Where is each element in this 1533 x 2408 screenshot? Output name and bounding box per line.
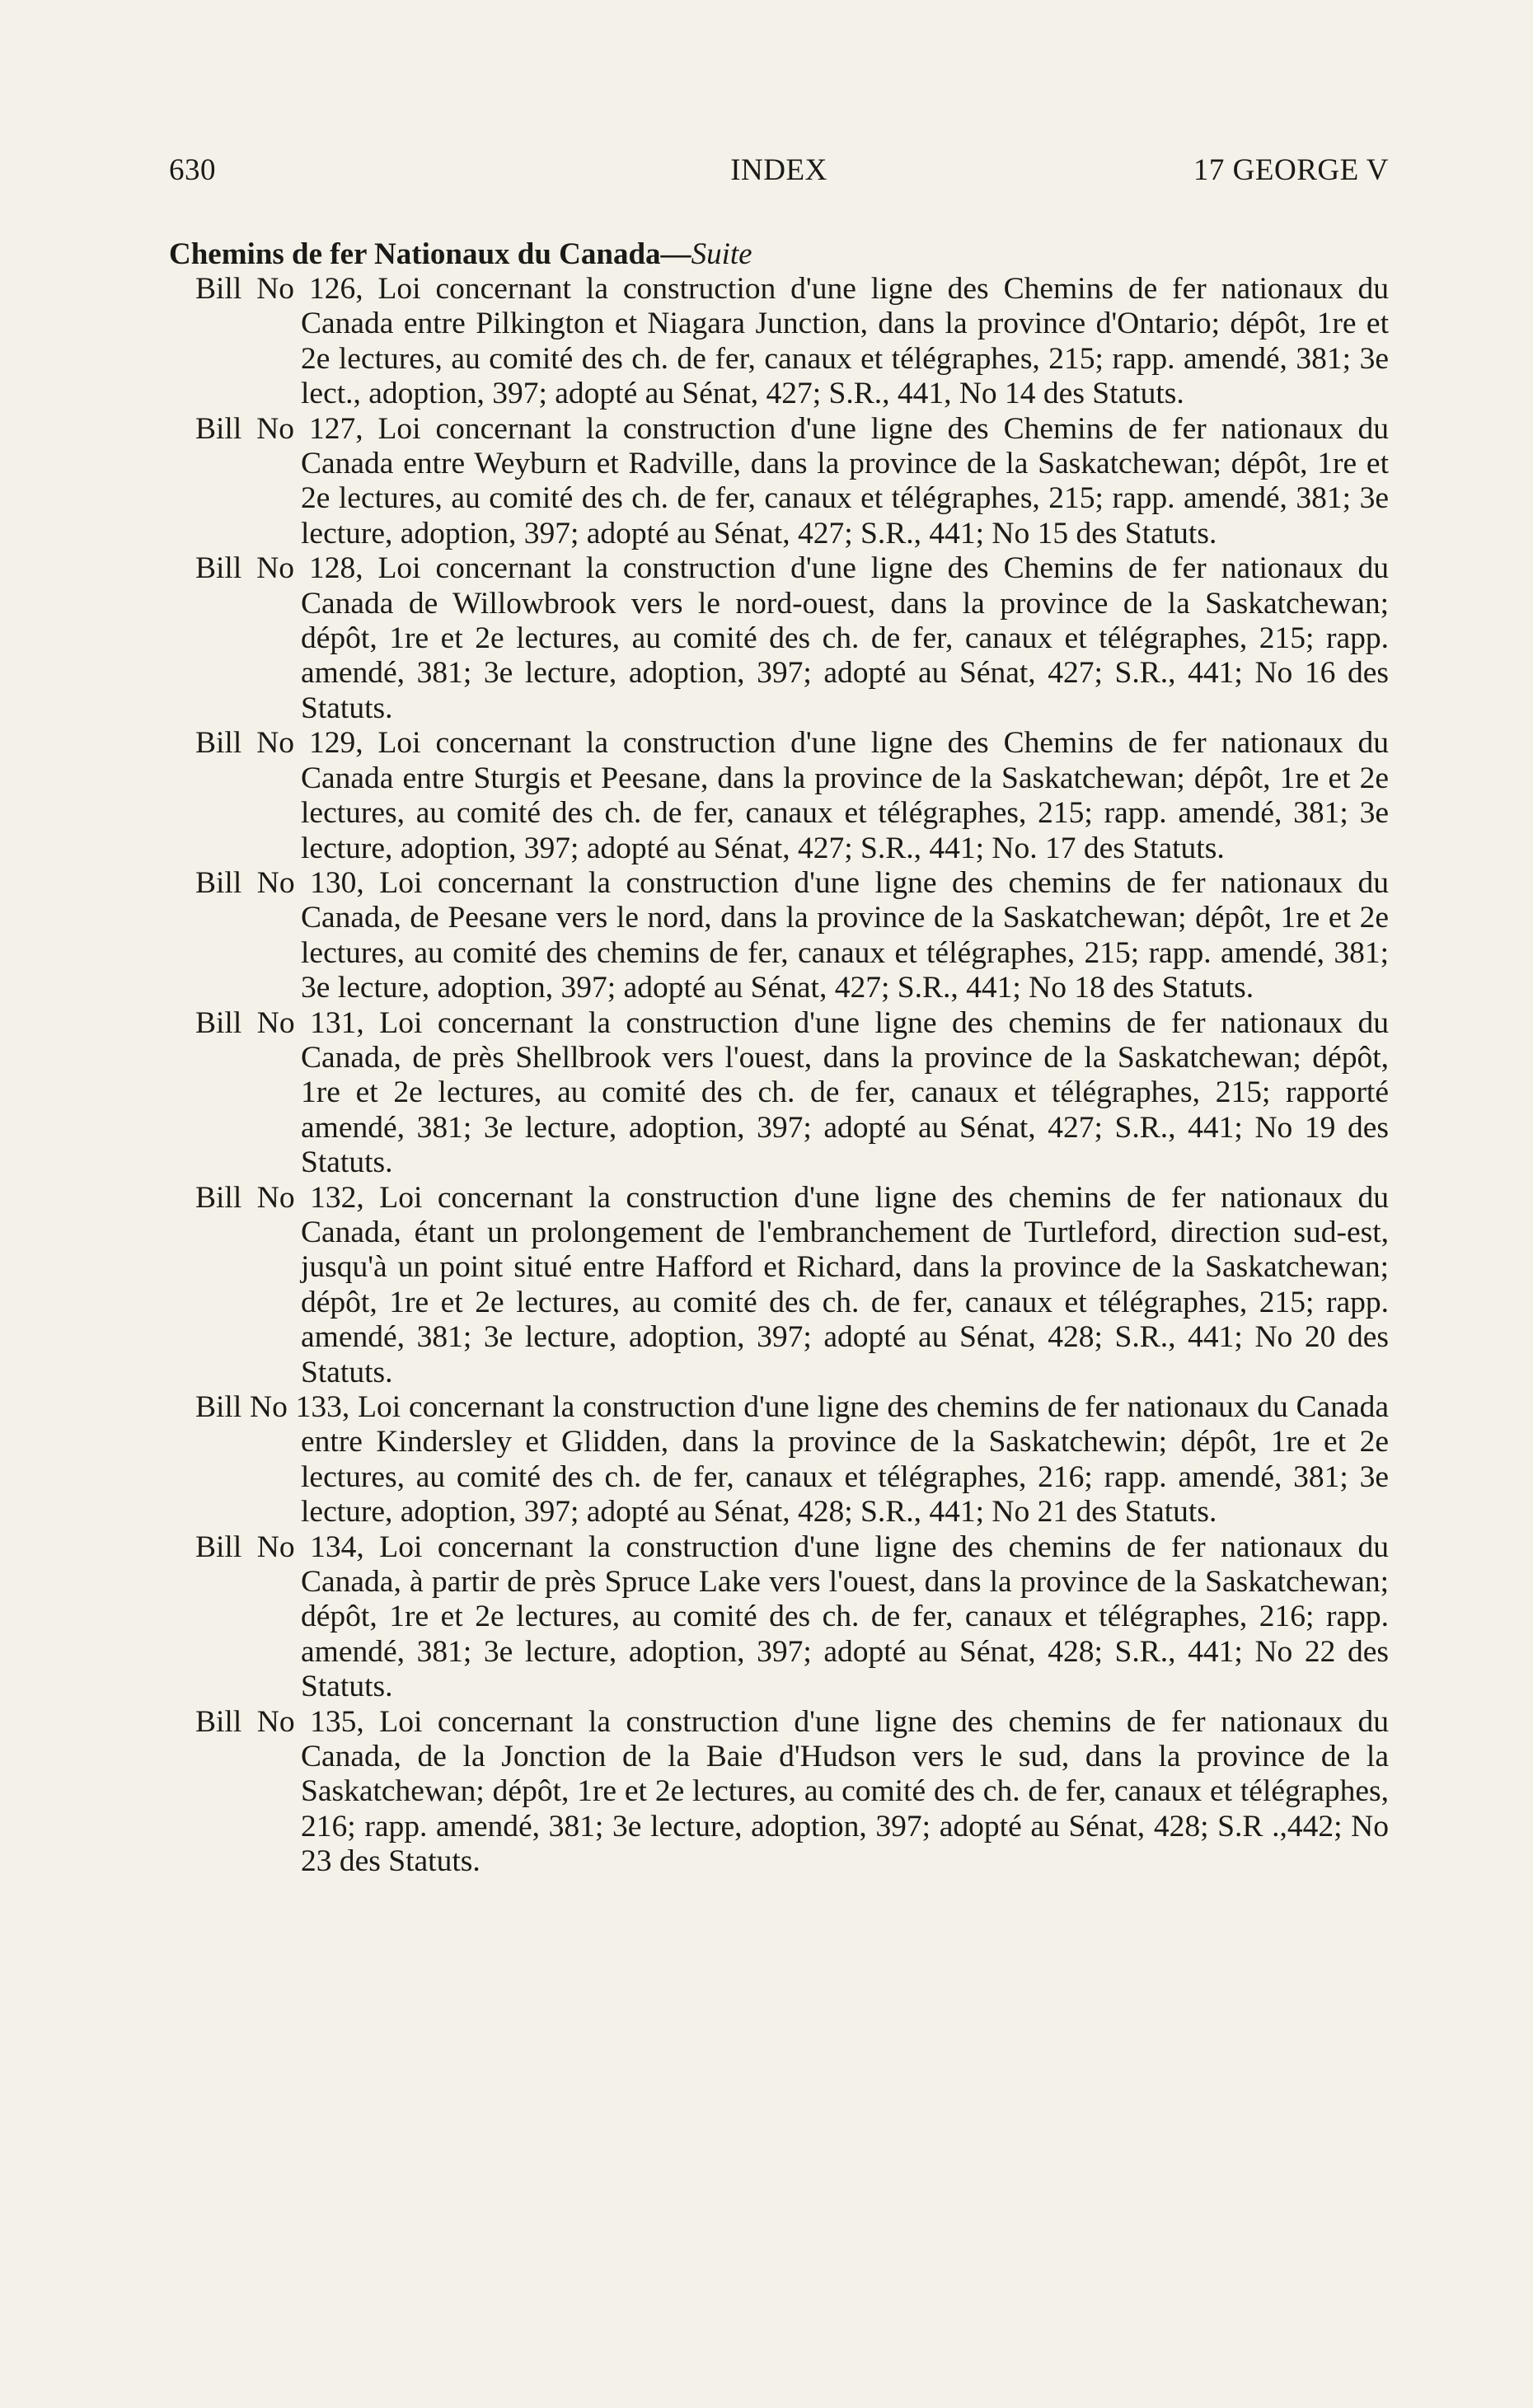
index-entries (169, 272, 1389, 1880)
index-entry: Bill No 133, Loi concernant la construction d'une ligne des chemins de fer nationaux du Canada entre Kindersley et Glidden, dans la province de la Saskatchewin; dépôt, 1re et 2e lectures, au comité des ch. de fer, canaux et télégraphes, 216; rapp. amendé, 381; 3e lecture, adoption, 397; adopté au Sénat, 428; S.R., 441; No 21 des Statuts. (195, 1390, 1389, 1530)
index-entry: Bill No 130, Loi concernant la construction d'une ligne des chemins de fer nationaux du Canada, de Peesane vers le nord, dans la province de la Saskatchewan; dépôt, 1re et 2e lectures, au comité des chemins de fer, canaux et télégraphes, 215; rapp. amendé, 381; 3e lecture, adoption, 397; adopté au Sénat, 427; S.R., 441; No 18 des Statuts. (195, 865, 1389, 1005)
index-entry: Bill No 129, Loi concernant la construction d'une ligne des Chemins de fer nationaux du Canada entre Sturgis et Peesane, dans la province de la Saskatchewan; dépôt, 1re et 2e lectures, au comité des ch. de fer, canaux et télégraphes, 215; rapp. amendé, 381; 3e lecture, adoption, 397; adopté au Sénat, 427; S.R., 441; No. 17 des Statuts. (195, 726, 1389, 865)
index-entry: Bill No 134, Loi concernant la construction d'une ligne des chemins de fer nationaux du Canada, à partir de près Spruce Lake vers l'ouest, dans la province de la Saskatchewan; dépôt, 1re et 2e lectures, au comité des ch. de fer, canaux et télégraphes, 216; rapp. amendé, 381; 3e lecture, adoption, 397; adopté au Sénat, 428; S.R., 441; No 22 des Statuts. (195, 1530, 1389, 1704)
index-entry: Bill No 126, Loi concernant la construction d'une ligne des Chemins de fer nationaux du Canada entre Pilkington et Niagara Junction, dans la province d'Ontario; dépôt, 1re et 2e lectures, au comité des ch. de fer, canaux et télégraphes, 215; rapp. amendé, 381; 3e lect., adoption, 397; adopté au Sénat, 427; S.R., 441, No 14 des Statuts. (195, 272, 1389, 411)
section-heading (169, 237, 1389, 272)
header-reign: 17 GEORGE V (1193, 153, 1389, 187)
index-entry: Bill No 132, Loi concernant la construction d'une ligne des chemins de fer nationaux du Canada, étant un prolongement de l'embranchement de Turtleford, direction sud-est, jusqu'à un point situé entre Hafford et Richard, dans la province de la Saskatchewan; dépôt, 1re et 2e lectures, au comité des ch. de fer, canaux et télégraphes, 215; rapp. amendé, 381; 3e lecture, adoption, 397; adopté au Sénat, 428; S.R., 441; No 20 des Statuts. (195, 1180, 1389, 1389)
index-entry: Bill No 131, Loi concernant la construction d'une ligne des chemins de fer nationaux du Canada, de près Shellbrook vers l'ouest, dans la province de la Saskatchewan; dépôt, 1re et 2e lectures, au comité des ch. de fer, canaux et télégraphes, 215; rapporté amendé, 381; 3e lecture, adoption, 397; adopté au Sénat, 427; S.R., 441; No 19 des Statuts. (195, 1005, 1389, 1180)
index-entry: Bill No 128, Loi concernant la construction d'une ligne des Chemins de fer nationaux du Canada de Willowbrook vers le nord-ouest, dans la province de la Saskatchewan; dépôt, 1re et 2e lectures, au comité des ch. de fer, canaux et télégraphes, 215; rapp. amendé, 381; 3e lecture, adoption, 397; adopté au Sénat, 427; S.R., 441; No 16 des Statuts. (195, 551, 1389, 725)
header-title: INDEX (730, 153, 827, 187)
page-number: 630 (169, 153, 216, 187)
index-entry: Bill No 135, Loi concernant la construction d'une ligne des chemins de fer nationaux du Canada, de la Jonction de la Baie d'Hudson vers le sud, dans la province de la Saskatchewan; dépôt, 1re et 2e lectures, au comité des ch. de fer, canaux et télégraphes, 216; rapp. amendé, 381; 3e lecture, adoption, 397; adopté au Sénat, 428; S.R .,442; No 23 des Statuts. (195, 1704, 1389, 1879)
section-heading-suite: Suite (691, 237, 752, 271)
index-entry: Bill No 127, Loi concernant la construction d'une ligne des Chemins de fer nationaux du Canada entre Weyburn et Radville, dans la province de la Saskatchewan; dépôt, 1re et 2e lectures, au comité des ch. de fer, canaux et télégraphes, 215; rapp. amendé, 381; 3e lecture, adoption, 397; adopté au Sénat, 427; S.R., 441; No 15 des Statuts. (195, 411, 1389, 550)
running-header (169, 152, 1389, 202)
section-heading-text: Chemins de fer Nationaux du Canada— (169, 237, 691, 271)
document-page (169, 152, 1389, 1880)
